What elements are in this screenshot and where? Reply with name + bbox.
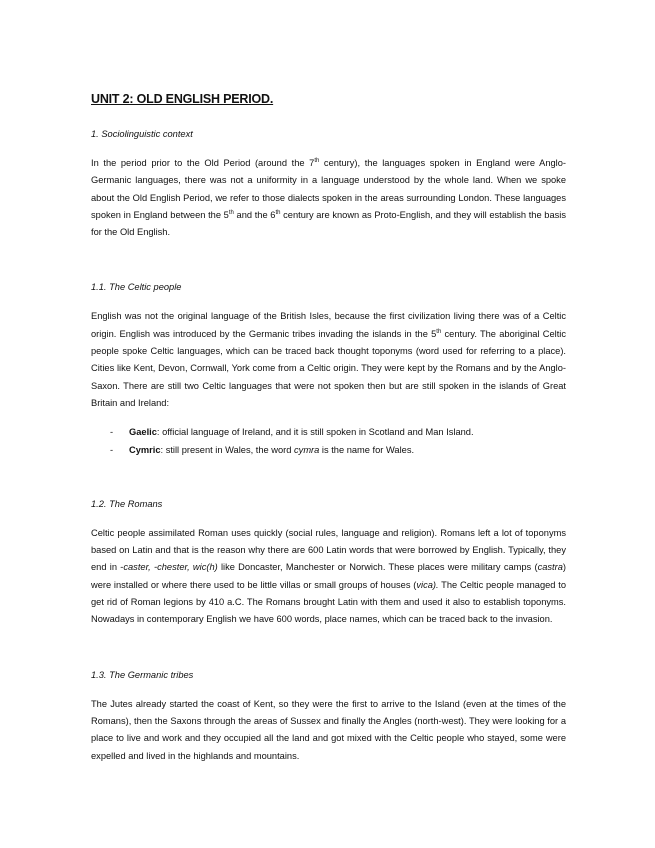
list-item-gaelic: - Gaelic: official language of Ireland, and it is still spoken in Scotland and Man Island.: [110, 427, 474, 438]
section-heading-celtic: 1.1. The Celtic people: [91, 282, 182, 293]
celtic-languages-list: [91, 424, 566, 459]
document-page: [91, 92, 566, 806]
list-item-cymric: - Cymric: still present in Wales, the word cymra is the name for Wales.: [110, 444, 415, 455]
paragraph-sociolinguistic: In the period prior to the Old Period (around the 7th century), the languages spoken in England were Anglo-Germanic languages, there was not a uniformity in a language understood by the whole land. When we spoke about the Old English Period, we refer to those dialects spoken in the areas surrounding London. These languages spoken in England between the 5th and the 6th century are known as Proto-English, and they will establish the basis for the Old English.: [91, 157, 566, 238]
unit-title: UNIT 2: OLD ENGLISH PERIOD.: [91, 92, 274, 106]
paragraph-germanic: The Jutes already started the coast of Kent, so they were the first to arrive to the Island (even at the times of the Romans), then the Saxons through the areas of Sussex and finally the Angles (north-west). They were looking for a place to live and work and they occupied all the land and got mixed with the Celtic people who stayed, some were expelled and lived in the highlands and mountains.: [91, 698, 566, 761]
section-heading-sociolinguistic: 1. Sociolinguistic context: [91, 129, 193, 139]
section-heading-romans: 1.2. The Romans: [91, 498, 163, 509]
section-heading-germanic: 1.3. The Germanic tribes: [91, 669, 194, 680]
paragraph-celtic: English was not the original language of the British Isles, because the first civilization living there was of a Celtic origin. English was introduced by the Germanic tribes invading the islands in the 5th century. The aboriginal Celtic people spoke Celtic languages, which can be traced back thought toponyms (word used for referring to a place). Cities like Kent, Devon, Cornwall, York come from a Celtic origin. They were kept by the Romans and by the Anglo-Saxon. There are still two Celtic languages that were not spoken then but are still spoken in the islands of Great Britain and Ireland:: [91, 311, 566, 408]
paragraph-romans: Celtic people assimilated Roman uses quickly (social rules, language and religion). Romans left a lot of toponyms based on Latin and that is the reason why there are 600 Latin words that were borrowed by English. Typically, they end in -caster, -chester, wic(h) like Doncaster, Manchester or Norwich. These places were military camps (castra) were installed or where there used to be little villas or small groups of houses (vica). The Celtic people managed to get rid of Roman legions by 410 a.C. The Romans brought Latin with them and used it also to establish toponyms. Nowadays in contemporary English we have 600 words, place names, which can be traced back to the invasion.: [91, 527, 566, 625]
